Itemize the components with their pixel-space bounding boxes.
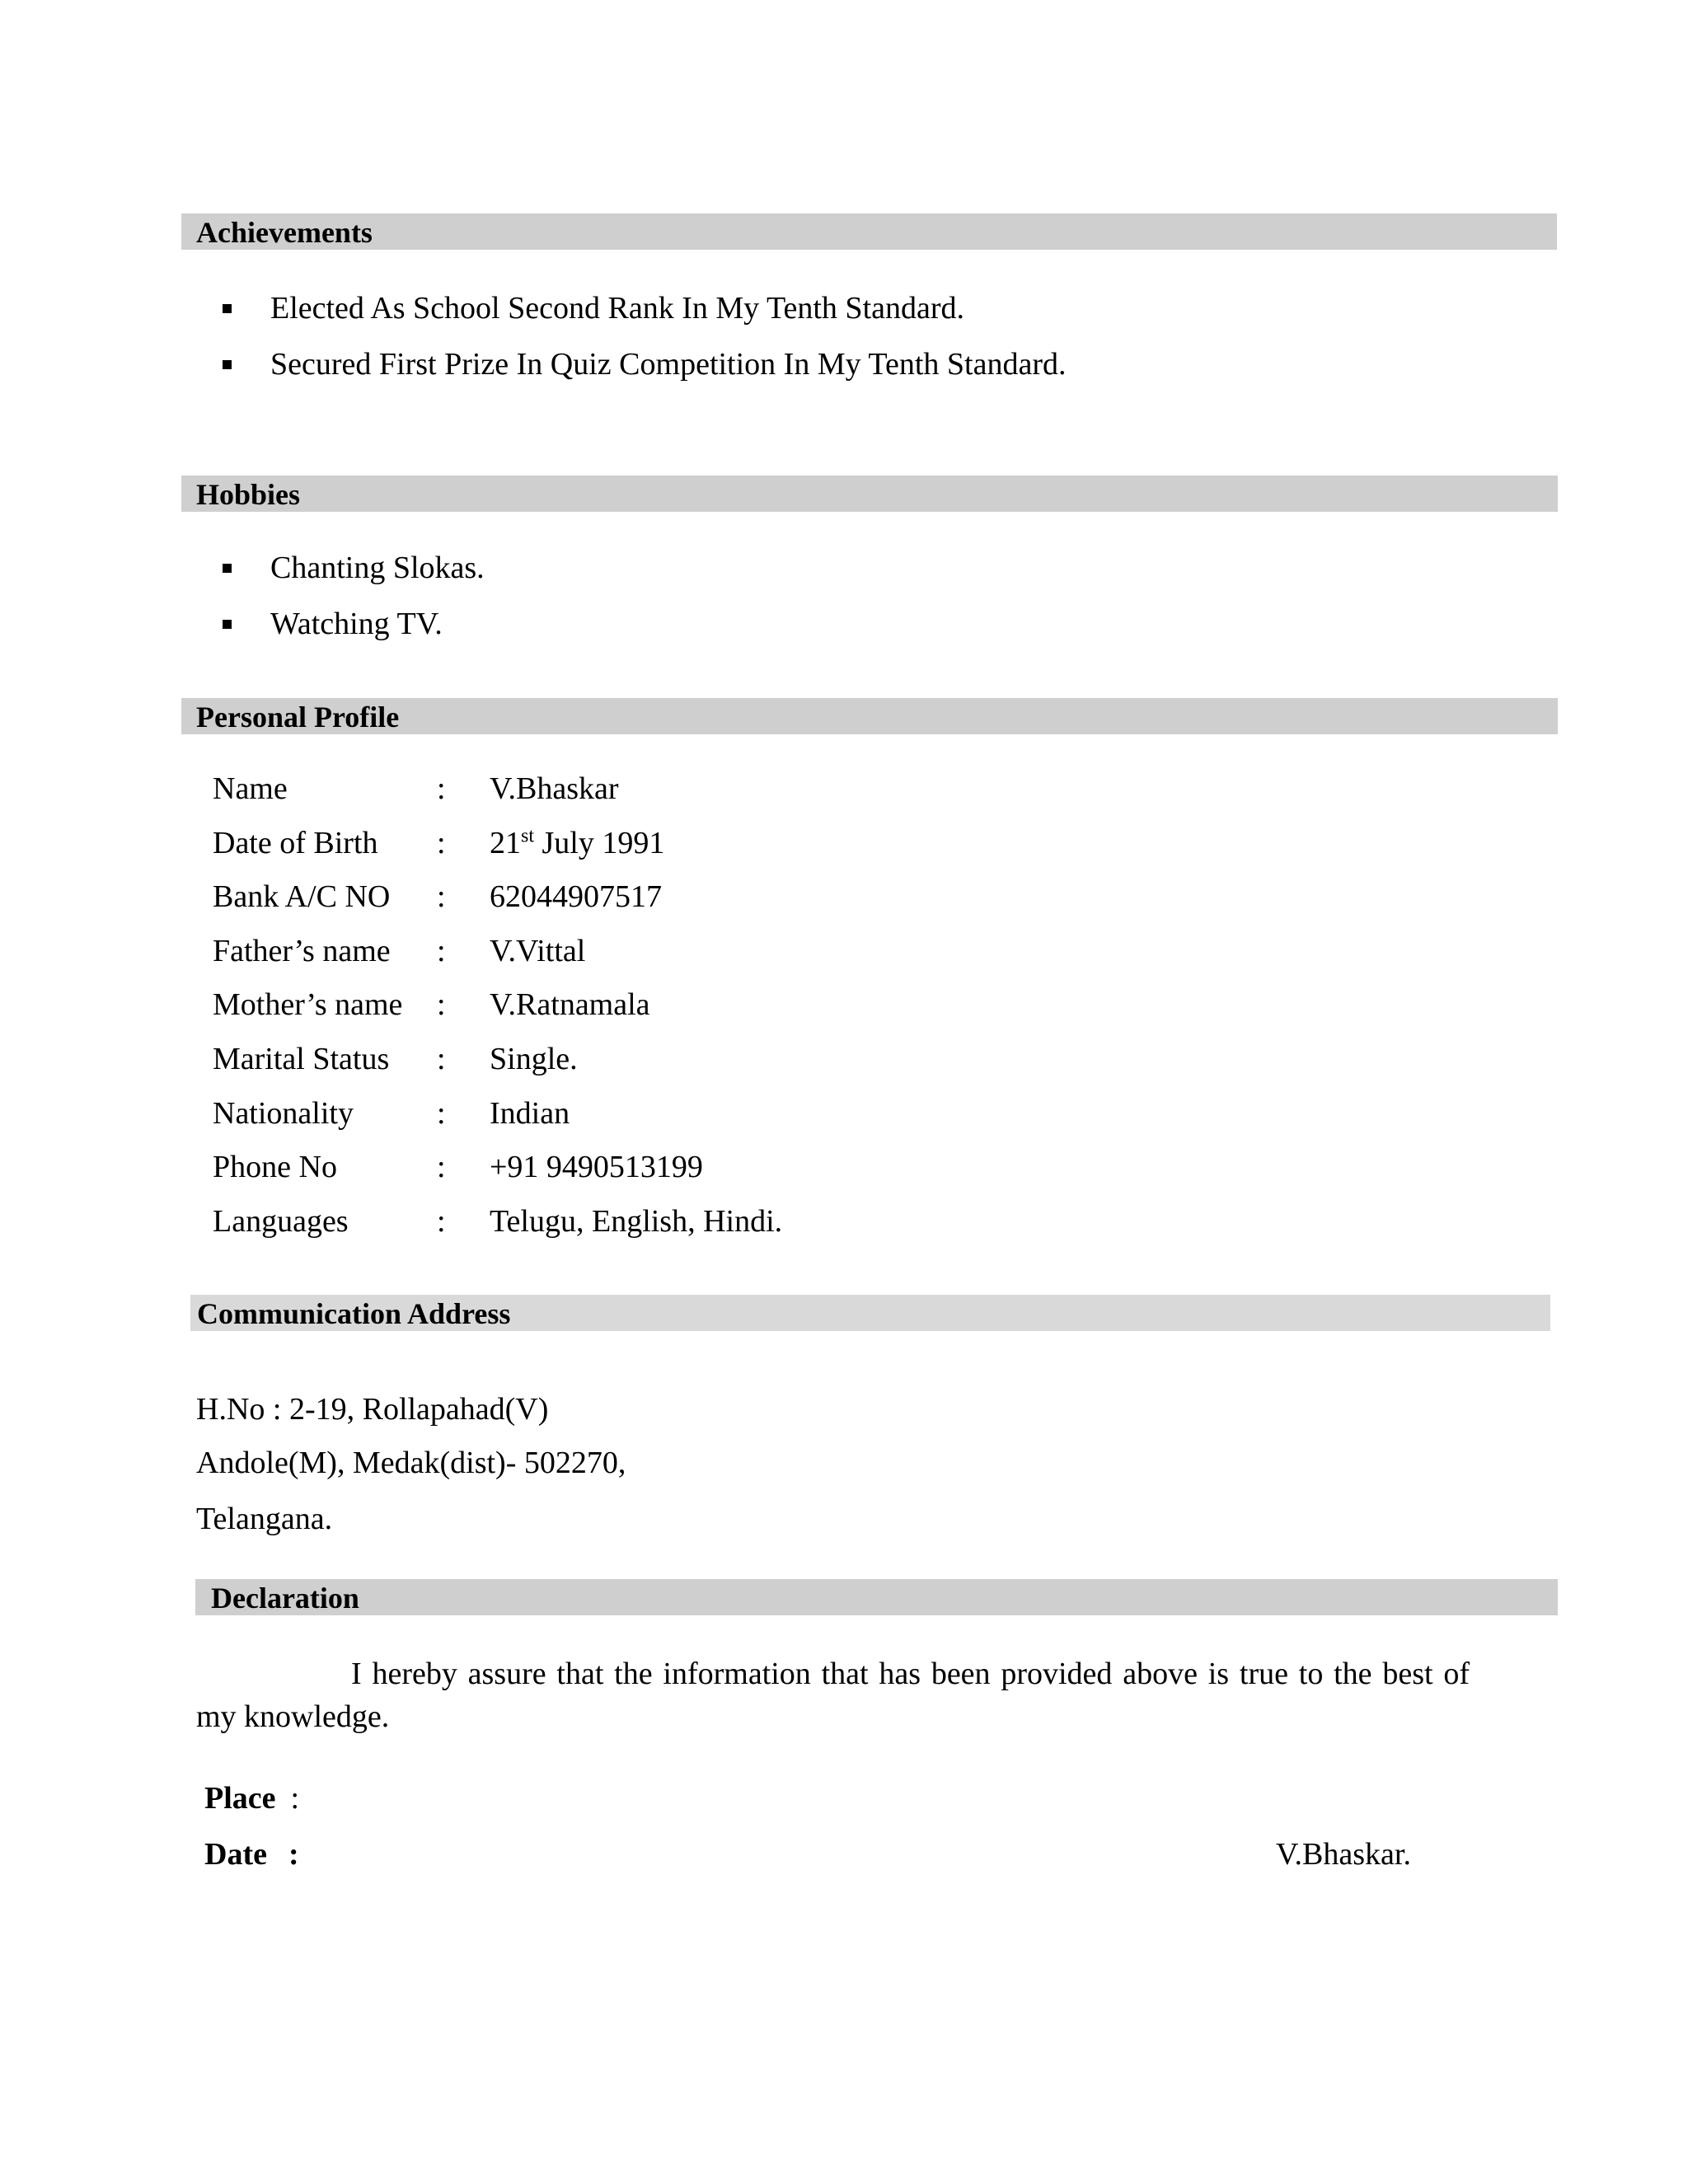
square-bullet-icon [223,360,232,369]
dob-day: 21 [490,825,521,860]
hobby-text: Watching TV. [270,607,443,641]
list-item [223,336,1067,392]
address-line: Telangana. [196,1502,333,1536]
achievement-text: Elected As School Second Rank In My Tenth Standard. [270,291,965,326]
profile-label: Mother’s name [213,987,403,1023]
declaration-heading-text: Declaration [211,1582,359,1615]
profile-label: Phone No [213,1150,337,1185]
hobbies-heading [181,476,1558,512]
profile-label: Date of Birth [213,825,378,860]
achievements-heading [181,213,1557,250]
list-item [223,280,1067,336]
date-label-row [204,1835,299,1874]
profile-separator: : [437,933,446,968]
profile-label: Bank A/C NO [213,879,391,915]
address-line: Andole(M), Medak(dist)- 502270, [196,1446,626,1480]
profile-separator: : [437,771,446,806]
place-label-row [204,1779,299,1818]
square-bullet-icon [223,304,232,313]
date-label: Date [204,1837,267,1872]
square-bullet-icon [223,620,232,629]
profile-value: 62044907517 [490,879,662,915]
place-label: Place [204,1781,276,1816]
hobby-text: Chanting Slokas. [270,551,485,585]
communication-address-heading [190,1295,1550,1331]
declaration-text: I hereby assure that the information that has been provided above is true to the best of my knowledge. [196,1657,1470,1734]
address-line: H.No : 2-19, Rollapahad(V) [196,1392,549,1427]
profile-label: Marital Status [213,1041,390,1076]
profile-value: V.Vittal [490,933,586,968]
profile-label: Languages [213,1203,349,1239]
place-separator: : [290,1781,300,1816]
dob-day-suffix: st [521,824,535,846]
personal-profile-heading-text: Personal Profile [196,701,400,733]
declaration-heading [195,1579,1558,1615]
profile-separator: : [437,987,446,1023]
profile-separator: : [437,1203,446,1239]
profile-value: V.Ratnamala [490,987,650,1023]
achievement-text: Secured First Prize In Quiz Competition In My Tenth Standard. [270,347,1067,382]
profile-value: Indian [490,1095,570,1131]
hobbies-list [223,540,485,652]
signature-name: V.Bhaskar. [1276,1837,1411,1872]
profile-label: Father’s name [213,933,391,968]
hobbies-heading-text: Hobbies [196,478,301,511]
profile-value [490,817,664,870]
list-item [223,596,485,652]
profile-separator: : [437,1041,446,1076]
achievements-heading-text: Achievements [196,216,373,249]
profile-separator: : [437,1150,446,1185]
profile-value: +91 9490513199 [490,1150,703,1185]
profile-value: Single. [490,1041,578,1076]
communication-address-heading-text: Communication Address [197,1297,511,1330]
square-bullet-icon [223,564,232,573]
profile-separator: : [437,1095,446,1131]
profile-label: Name [213,771,288,806]
achievements-list [223,280,1067,392]
profile-separator: : [437,825,446,860]
list-item [223,540,485,596]
date-separator: : [288,1837,299,1872]
profile-value: Telugu, English, Hindi. [490,1203,783,1239]
profile-label: Nationality [213,1095,354,1131]
personal-profile-heading [181,698,1558,734]
profile-separator: : [437,879,446,915]
profile-value: V.Bhaskar [490,771,619,806]
dob-month-year: July 1991 [534,825,665,860]
